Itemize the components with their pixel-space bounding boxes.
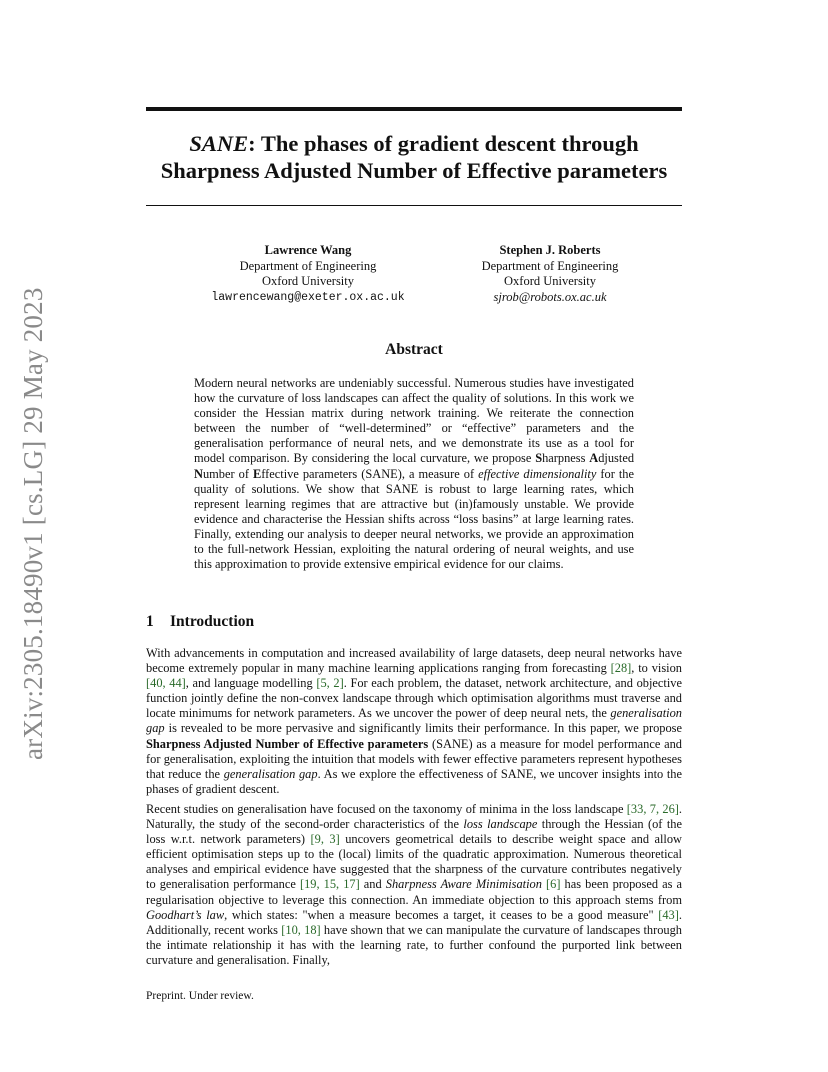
author-name: Lawrence Wang [264,243,352,257]
author-dept: Department of Engineering [481,258,619,273]
footer-note: Preprint. Under review. [146,990,254,1002]
citation-link[interactable]: [5, 2] [316,676,344,691]
author-dept: Department of Engineering [239,258,377,273]
citation-link[interactable]: [28] [610,661,632,676]
intro-paragraph-1: With advancements in computation and increased availability of large datasets, deep neural networks have become extremely popular in many machine learning applications ranging from forecasting [28], to vision [40, 44], and language modelling [5, 2]. For each problem, the dataset, network architecture, and objective function jointly define the non-convex landscape through which optimisation algorithms must traverse and locate minimums for network parameters. As we uncover the power of deep neural nets, the generalisation gap is revealed to be more pervasive and significantly limits their performance. In this paper, we propose Sharpness Adjusted Number of Effective parameters (SANE) as a measure for model performance and for generalisation, exploiting the intuition that models with fewer effective parameters represent hypotheses that reduce the generalisation gap. As we explore the effectiveness of SANE, we uncover insights into the phases of gradient descent. [146,646,683,796]
citation-link[interactable]: [33, 7, 26] [626,802,679,816]
citation-link[interactable]: [10, 18] [281,922,321,937]
section-number: 1 [146,613,154,630]
author-email: lawrencewang@exeter.ox.ac.uk [211,290,405,304]
citation-link[interactable]: [43] [658,907,679,922]
citation-link[interactable]: [40, 44] [146,676,186,691]
author-uni: Oxford University [504,274,596,288]
author-email: sjrob@robots.ox.ac.uk [493,289,607,304]
title-bottom-rule [146,205,682,206]
citation-link[interactable]: [9, 3] [310,832,340,847]
citation-link[interactable]: [6] [546,877,561,892]
author-block-2 [440,243,660,305]
author-name: Stephen J. Roberts [499,243,601,257]
abstract-body: Modern neural networks are undeniably successful. Numerous studies have investigated how the curvature of loss landscapes can affect the quality of solutions. In this work we consider the Hessian matrix during network training. We reiterate the connection between the number of “well-determined” or “effective” parameters and the generalisation performance of neural nets, and we demonstrate its use as a tool for model comparison. By considering the local curvature, we propose Sharpness Adjusted Number of Effective parameters (SANE), a measure of effective dimensionality for the quality of solutions. We show that SANE is robust to large learning rates, which represent learning regimes that are attractive but (in)famously unstable. We provide evidence and characterise the Hessian shifts across “loss basins” at large learning rates. Finally, extending our analysis to deeper neural networks, we provide an approximation to the full-network Hessian, exploiting the natural ordering of neural weights, and use this approximation to provide extensive empirical evidence for our claims. [194,376,635,572]
section-title: Introduction [170,613,255,630]
arxiv-side-label: arXiv:2305.18490v1 [cs.LG] 29 May 2023 [18,287,48,760]
section-heading-introduction [146,613,254,631]
paper-title: SANE: The phases of gradient descent through Sharpness Adjusted Number of Effective parameters [160,131,668,183]
author-uni: Oxford University [262,274,354,288]
top-rule [146,107,682,111]
citation-link[interactable]: [19, 15, 17] [299,877,360,892]
author-block-1 [198,243,418,305]
abstract-heading: Abstract [385,341,443,358]
intro-paragraph-2: Recent studies on generalisation have focused on the taxonomy of minima in the loss landscape [33, 7, 26]. Naturally, the study of the second-order characteristics of the loss landscape through the Hessian (of the loss w.r.t. network parameters) [9, 3] uncovers geometrical details to describe weight space and allow efficient optimisation steps up to the (local) limits of the quadratic approximation. Numerous theoretical analyses and empirical evidence have suggested that the sharpness of the curvature contributes negatively to generalisation performance [19, 15, 17] and Sharpness Aware Minimisation [6] has been proposed as a regularisation objective to leverage this connection. An immediate objection to this approach stems from Goodhart’s law, which states: "when a measure becomes a target, it ceases to be a good measure" [43]. Additionally, recent works [10, 18] have shown that we can manipulate the curvature of landscapes through the intimate relationship it has with the learning rate, to further confound the purported link between curvature and generalisation. Finally, [146,802,683,967]
